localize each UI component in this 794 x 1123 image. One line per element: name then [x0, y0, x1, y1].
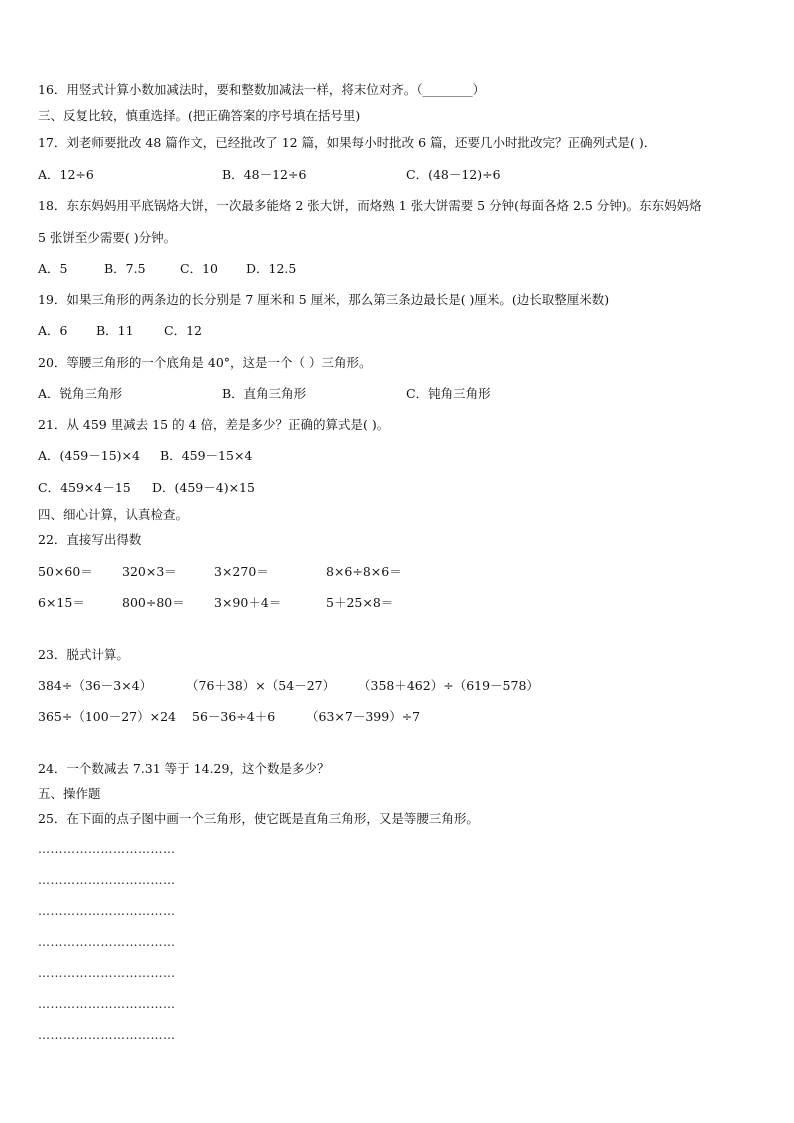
q20-option-a: A．锐角三角形 [38, 386, 123, 401]
q20-option-b: B．直角三角形 [222, 386, 307, 401]
q24-text: 24．一个数减去 7.31 等于 14.29，这个数是多少？ [38, 761, 330, 776]
dot-row: …………………………… [38, 904, 176, 918]
q17-option-c: C．(48－12)÷6 [406, 167, 501, 182]
q22-item: 5＋25×8＝ [326, 595, 394, 610]
q18-option-d: D．12.5 [246, 261, 297, 276]
q21-option-d: D．(459－4)×15 [152, 480, 255, 495]
q22-item: 8×6÷8×6＝ [326, 564, 402, 579]
q25-text: 25．在下面的点子图中画一个三角形，使它既是直角三角形，又是等腰三角形。 [38, 811, 479, 826]
q22-item: 3×270＝ [214, 564, 269, 579]
q23-item: （63×7－399）÷7 [306, 709, 421, 724]
dot-row: …………………………… [38, 935, 176, 949]
q19-option-b: B．11 [96, 323, 134, 338]
q18-stem-line1: 18．东东妈妈用平底锅烙大饼，一次最多能烙 2 张大饼，而烙熟 1 张大饼需要 5 分钟(每面各烙 2.5 分钟)。东东妈妈烙 [38, 198, 702, 213]
q19-stem: 19．如果三角形的两条边的长分别是 7 厘米和 5 厘米，那么第三条边最长是( )厘米。(边长取整厘米数) [38, 292, 610, 307]
q21-option-c: C．459×4－15 [38, 480, 131, 495]
q21-option-a: A．(459－15)×4 [38, 448, 140, 463]
q22-item: 320×3＝ [122, 564, 177, 579]
section-3-heading: 三、反复比较，慎重选择。(把正确答案的序号填在括号里) [38, 108, 361, 123]
dot-row: …………………………… [38, 873, 176, 887]
section-4-heading: 四、细心计算，认真检查。 [38, 507, 189, 522]
q23-title: 23．脱式计算。 [38, 647, 129, 662]
q17-stem: 17．刘老师要批改 48 篇作文，已经批改了 12 篇，如果每小时批改 6 篇，还要几小时批改完？正确列式是( )． [38, 135, 657, 150]
q18-stem-line2: 5 张饼至少需要( )分钟。 [38, 230, 177, 245]
q18-option-a: A．5 [38, 261, 68, 276]
q17-option-a: A．12÷6 [38, 167, 94, 182]
q16-text: 16．用竖式计算小数加减法时，要和整数加减法一样，将末位对齐。（________） [38, 82, 486, 97]
q22-item: 800÷80＝ [122, 595, 185, 610]
q22-item: 6×15＝ [38, 595, 85, 610]
q21-stem: 21．从 459 里减去 15 的 4 倍，差是多少？正确的算式是( )。 [38, 417, 390, 432]
q23-item: 56－36÷4＋6 [192, 709, 276, 724]
q21-option-b: B．459－15×4 [160, 448, 253, 463]
dot-row: …………………………… [38, 842, 176, 856]
q22-item: 3×90＋4＝ [214, 595, 282, 610]
q19-option-a: A．6 [38, 323, 68, 338]
section-5-heading: 五、操作题 [38, 786, 101, 801]
q19-option-c: C．12 [164, 323, 202, 338]
q23-item: 384÷（36－3×4） [38, 678, 153, 693]
dot-row: …………………………… [38, 1028, 176, 1042]
q20-option-c: C．钝角三角形 [406, 386, 491, 401]
q22-item: 50×60＝ [38, 564, 93, 579]
q23-item: （358＋462）÷（619－578） [358, 678, 539, 693]
q17-option-b: B．48－12÷6 [222, 167, 307, 182]
q18-option-b: B．7.5 [104, 261, 146, 276]
q18-option-c: C．10 [180, 261, 218, 276]
q23-item: 365÷（100－27）×24 [38, 709, 176, 724]
dot-row: …………………………… [38, 997, 176, 1011]
dot-row: …………………………… [38, 966, 176, 980]
q20-stem: 20．等腰三角形的一个底角是 40°，这是一个（ ）三角形。 [38, 355, 372, 370]
q22-title: 22．直接写出得数 [38, 532, 142, 547]
q23-item: （76＋38）×（54－27） [186, 678, 336, 693]
